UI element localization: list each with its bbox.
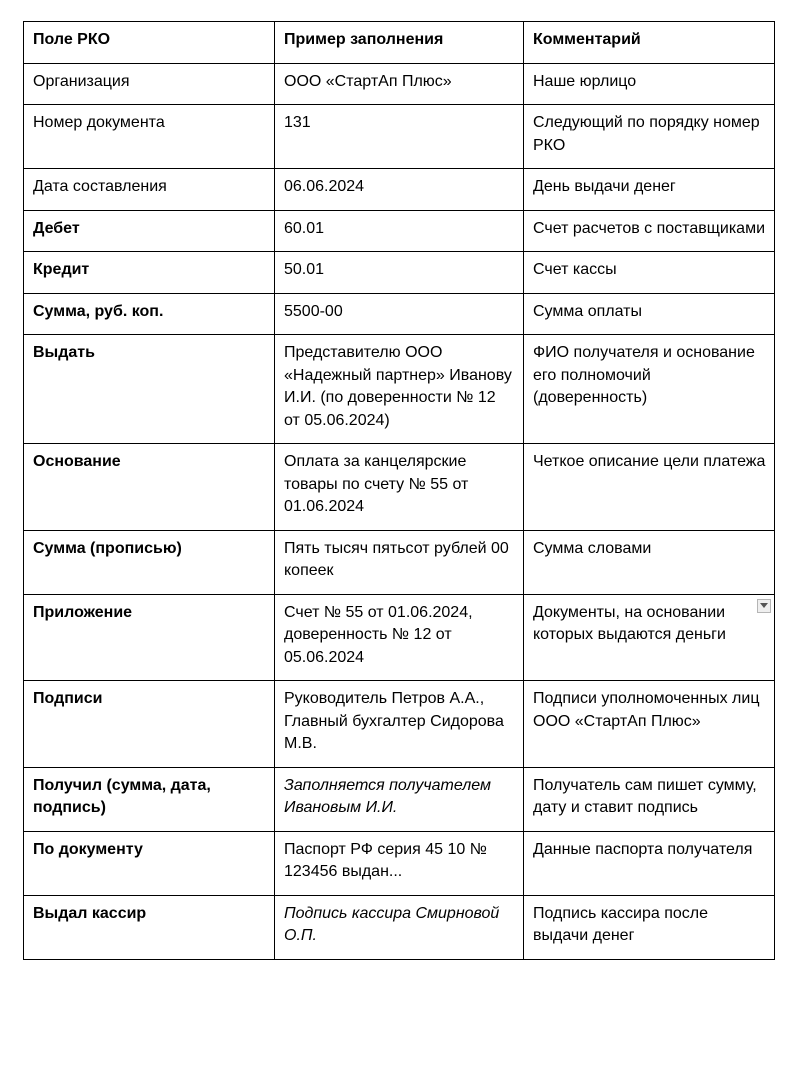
header-example: Пример заполнения xyxy=(275,22,524,64)
field-cell: Дата составления xyxy=(24,169,275,211)
example-cell: 5500-00 xyxy=(275,293,524,335)
field-cell: Организация xyxy=(24,63,275,105)
field-cell: Выдал кассир xyxy=(24,895,275,959)
cell-dropdown-button[interactable] xyxy=(757,599,771,613)
field-cell: Приложение xyxy=(24,594,275,681)
table-row xyxy=(24,293,775,335)
example-cell: ООО «СтартАп Плюс» xyxy=(275,63,524,105)
comment-cell: Получатель сам пишет сумму, дату и ставит подпись xyxy=(524,767,775,831)
table-row xyxy=(24,530,775,594)
example-cell: 131 xyxy=(275,105,524,169)
comment-text: Документы, на основании которых выдаются деньги xyxy=(533,603,726,643)
table-row xyxy=(24,681,775,768)
field-cell: Номер документа xyxy=(24,105,275,169)
table-row xyxy=(24,105,775,169)
table-row xyxy=(24,767,775,831)
comment-cell: Сумма оплаты xyxy=(524,293,775,335)
field-cell: Основание xyxy=(24,444,275,531)
example-cell: Пять тысяч пятьсот рублей 00 копеек xyxy=(275,530,524,594)
header-field: Поле РКО xyxy=(24,22,275,64)
example-cell: 50.01 xyxy=(275,252,524,294)
comment-cell: Подпись кассира после выдачи денег xyxy=(524,895,775,959)
comment-cell: Счет расчетов с поставщиками xyxy=(524,210,775,252)
field-cell: Сумма, руб. коп. xyxy=(24,293,275,335)
chevron-down-icon xyxy=(760,603,768,608)
field-cell: Кредит xyxy=(24,252,275,294)
field-cell: Выдать xyxy=(24,335,275,444)
comment-cell: ФИО получателя и основание его полномочий (доверенность) xyxy=(524,335,775,444)
comment-cell xyxy=(524,594,775,681)
table-row xyxy=(24,210,775,252)
comment-cell: Подписи уполномоченных лиц ООО «СтартАп Плюс» xyxy=(524,681,775,768)
table-row xyxy=(24,169,775,211)
field-cell: Получил (сумма, дата, подпись) xyxy=(24,767,275,831)
example-cell: Подпись кассира Смирновой О.П. xyxy=(275,895,524,959)
comment-cell: День выдачи денег xyxy=(524,169,775,211)
example-cell: Руководитель Петров А.А., Главный бухгалтер Сидорова М.В. xyxy=(275,681,524,768)
field-cell: По документу xyxy=(24,831,275,895)
table-row xyxy=(24,594,775,681)
table-row xyxy=(24,831,775,895)
comment-cell: Наше юрлицо xyxy=(524,63,775,105)
document-page xyxy=(23,21,774,960)
rko-fields-table xyxy=(23,21,775,960)
comment-cell: Следующий по порядку номер РКО xyxy=(524,105,775,169)
table-row xyxy=(24,63,775,105)
comment-cell: Сумма словами xyxy=(524,530,775,594)
example-cell: 60.01 xyxy=(275,210,524,252)
table-row xyxy=(24,895,775,959)
table-header-row xyxy=(24,22,775,64)
example-cell: Представителю ООО «Надежный партнер» Иванову И.И. (по доверенности № 12 от 05.06.2024) xyxy=(275,335,524,444)
field-cell: Сумма (прописью) xyxy=(24,530,275,594)
example-cell: Паспорт РФ серия 45 10 № 123456 выдан... xyxy=(275,831,524,895)
comment-cell: Четкое описание цели платежа xyxy=(524,444,775,531)
header-comment: Комментарий xyxy=(524,22,775,64)
comment-cell: Данные паспорта получателя xyxy=(524,831,775,895)
comment-cell: Счет кассы xyxy=(524,252,775,294)
example-cell: Счет № 55 от 01.06.2024, доверенность № 12 от 05.06.2024 xyxy=(275,594,524,681)
table-row xyxy=(24,252,775,294)
table-row xyxy=(24,444,775,531)
field-cell: Подписи xyxy=(24,681,275,768)
table-row xyxy=(24,335,775,444)
example-cell: 06.06.2024 xyxy=(275,169,524,211)
example-cell: Оплата за канцелярские товары по счету № 55 от 01.06.2024 xyxy=(275,444,524,531)
field-cell: Дебет xyxy=(24,210,275,252)
example-cell: Заполняется получателем Ивановым И.И. xyxy=(275,767,524,831)
